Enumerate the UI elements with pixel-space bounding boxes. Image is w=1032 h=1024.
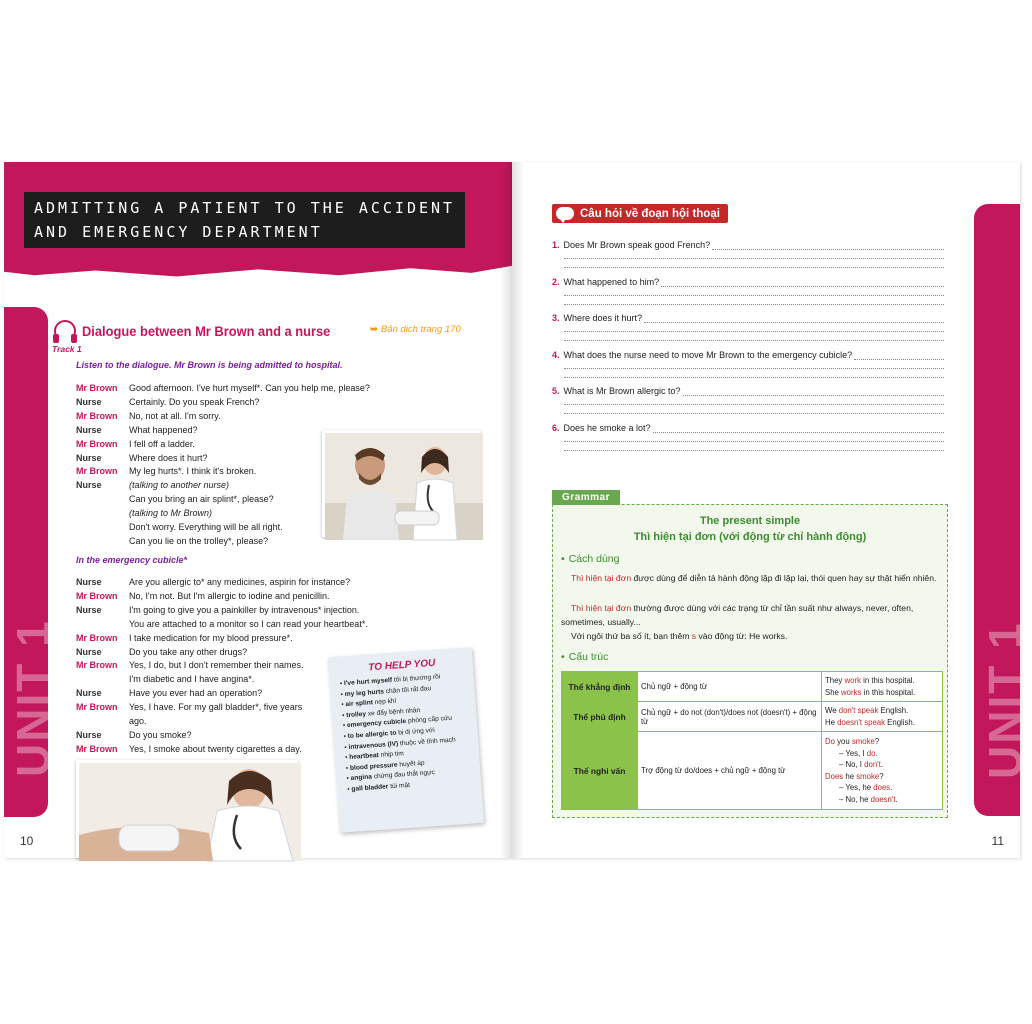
ex-highlight: doesn't speak (837, 717, 886, 727)
vocab-term: angina (350, 773, 373, 783)
speaker-name: Mr Brown (76, 632, 118, 643)
dialogue-title: Dialogue between Mr Brown and a nurse (82, 323, 331, 339)
vocab-term: my leg hurts (344, 688, 385, 698)
utterance-text: Certainly. Do you speak French? (129, 396, 260, 407)
dialogue-line (76, 618, 386, 632)
speaker-name (76, 535, 129, 549)
question-item (552, 240, 944, 277)
ex-highlight: smoke (851, 737, 875, 746)
row-label: Thể phủ định (562, 702, 638, 732)
question-number: 1. (552, 240, 560, 250)
questions-title: Câu hỏi về đoạn hội thoại (580, 207, 720, 220)
ex-text: in this hospital. (861, 687, 916, 697)
vocab-meaning: chân tôi rất đau (385, 684, 432, 695)
page-number: 10 (20, 834, 34, 848)
ex-highlight: work (844, 676, 861, 685)
paragraph-text: được dùng để diễn tả hành động lặp đi lặp lại, thói quen hay sự thật hiển nhiên. (631, 573, 937, 583)
ex-punct: . (890, 783, 893, 792)
vocab-term: emergency cubicle (346, 718, 407, 730)
translation-ref-text: Bản dịch trang 170 (380, 324, 461, 335)
grammar-table (561, 671, 943, 810)
ex-punct: ? (879, 771, 884, 781)
utterance-text: I'm diabetic and I have angina*. (129, 674, 255, 685)
vocab-term: trolley (346, 710, 367, 719)
ex-punct: . (880, 760, 883, 769)
vocab-meaning: xe đẩy bệnh nhân (367, 706, 421, 718)
utterance-text: Good afternoon. I've hurt myself*. Can you help me, please? (129, 383, 370, 393)
page-title (24, 192, 465, 248)
question-item (552, 423, 944, 460)
usage-heading-text: Cách dùng (568, 553, 620, 565)
patient-nurse-photo (322, 430, 480, 537)
question-item (552, 277, 944, 314)
question-text: What is Mr Brown allergic to? (563, 386, 681, 397)
utterance-text: Can you bring an air splint*, please? (129, 494, 274, 505)
ex-text: She (825, 687, 842, 697)
unit-label: UNIT 1 (7, 619, 59, 777)
answer-line[interactable] (644, 315, 944, 323)
answer-line[interactable] (564, 287, 944, 296)
translation-reference (370, 324, 461, 335)
utterance-text: You are attached to a monitor so I can read your heartbeat*. (129, 618, 368, 629)
question-number: 5. (552, 386, 560, 397)
paragraph-text: Với ngôi thứ ba số ít, bạn thêm (571, 631, 692, 641)
ex-highlight: don't speak (838, 706, 879, 715)
ex-highlight: do (866, 748, 876, 758)
table-row-negative (562, 702, 943, 732)
answer-line[interactable] (564, 250, 944, 259)
bullet-icon: • (341, 711, 347, 720)
speaker-name: Mr Brown (76, 466, 118, 477)
bullet-icon: • (344, 743, 349, 751)
questions-heading (552, 204, 728, 223)
dialogue-line (76, 396, 386, 410)
ex-text: English. (885, 717, 915, 727)
right-page (512, 162, 1031, 858)
question-item (552, 350, 944, 387)
ex-text: – Yes, I (839, 748, 867, 758)
grammar-tag: Grammar (552, 490, 620, 505)
ex-highlight: Do (825, 737, 835, 746)
speaker-name (76, 618, 129, 632)
usage-paragraph-1 (561, 571, 943, 585)
formula-cell: Trợ động từ do/does + chủ ngữ + động từ (638, 732, 822, 810)
utterance-text: No, I'm not. But I'm allergic to iodine and penicillin. (129, 590, 330, 601)
utterance-text: I'm going to give you a painkiller by intravenous* injection. (129, 604, 360, 615)
question-text: Does he smoke a lot? (563, 422, 651, 433)
speaker-name (76, 715, 129, 729)
bullet-icon: • (561, 651, 565, 663)
speaker-name: Nurse (76, 646, 102, 657)
ex-text: you (834, 737, 852, 746)
patient-nurse-illustration (325, 433, 483, 540)
answer-line[interactable] (564, 296, 944, 305)
answer-line[interactable] (564, 369, 944, 378)
ex-text: They (825, 676, 845, 685)
utterance-text: (talking to another nurse) (129, 480, 230, 491)
answer-line[interactable] (564, 323, 944, 332)
ex-text: he (843, 771, 857, 781)
vocab-term: to be allergic to (347, 729, 397, 741)
vocab-term: blood pressure (349, 761, 398, 772)
speaker-name: Mr Brown (76, 590, 118, 601)
usage-paragraph-3 (561, 629, 943, 643)
utterance-text: No, not at all. I'm sorry. (129, 410, 221, 421)
dialogue-instruction: Listen to the dialogue. Mr Brown is being admitted to hospital. (76, 360, 343, 370)
vocab-meaning: huyết áp (399, 759, 425, 769)
help-vocab-list (340, 671, 474, 796)
vocab-meaning: nẹp khí (374, 697, 397, 707)
bullet-icon: • (345, 764, 351, 773)
title-line-1: ADMITTING A PATIENT TO THE ACCIDENT (34, 199, 456, 217)
grammar-box (552, 504, 948, 818)
speaker-name (76, 673, 129, 687)
utterance-text: Do you take any other drugs? (129, 646, 248, 657)
speaker-name: Mr Brown (76, 660, 118, 671)
speaker-name: Nurse (76, 480, 102, 491)
question-number: 3. (552, 313, 560, 324)
table-row-question (562, 732, 943, 810)
highlight: Thì hiện tại đơn (571, 603, 632, 613)
grammar-title-vi: Thì hiện tại đơn (với động từ chỉ hành động) (633, 531, 867, 543)
vocab-term: gall bladder (351, 783, 389, 793)
speaker-name (76, 493, 129, 507)
paragraph-text: thường được dùng với các trạng từ chỉ tần suất như always, never, often, sometimes, usually... (561, 603, 914, 627)
paragraph-text: vào động từ: He works. (696, 631, 788, 641)
bullet-icon: • (347, 785, 352, 794)
nurse-bandaging-illustration (79, 763, 301, 861)
answer-line[interactable] (564, 360, 944, 369)
utterance-text: I fell off a ladder. (129, 438, 195, 449)
ex-punct: . (875, 748, 878, 758)
utterance-text: Have you ever had an operation? (129, 688, 263, 699)
bullet-icon: • (341, 701, 346, 709)
ex-punct: ? (874, 737, 880, 746)
highlight: Thì hiện tại đơn (571, 573, 632, 583)
utterance-text: Yes, I have. For my gall bladder*, five years (129, 702, 303, 713)
example-cell (822, 672, 943, 702)
book-gutter (500, 162, 524, 858)
answer-line[interactable] (854, 352, 944, 360)
question-item (552, 386, 944, 423)
answer-line[interactable] (564, 442, 944, 451)
question-text: What happened to him? (563, 276, 660, 287)
question-number: 6. (552, 422, 560, 433)
dialogue-line (76, 382, 386, 396)
speaker-name: Nurse (76, 424, 102, 435)
row-label: Thể nghi vấn (562, 732, 638, 810)
bullet-icon: • (561, 553, 565, 565)
vocab-meaning: chứng đau thắt ngực (373, 769, 436, 781)
to-help-you-note (328, 647, 484, 833)
vocab-term: intravenous (IV) (348, 740, 399, 751)
nurse-treating-photo (76, 760, 298, 858)
question-text: Where does it hurt? (563, 313, 643, 324)
example-cell (822, 732, 943, 810)
ex-highlight: Does (825, 771, 844, 781)
arrow-right-icon: ➥ (370, 324, 378, 335)
utterance-text: Do you smoke? (129, 729, 192, 740)
ex-highlight: don't (864, 760, 881, 769)
scene-label: In the emergency cubicle* (76, 555, 188, 565)
ex-highlight: doesn't (870, 794, 896, 804)
utterance-text: (talking to Mr Brown) (129, 508, 213, 519)
utterance-text: Are you allergic to* any medicines, aspirin for instance? (129, 577, 351, 587)
table-row-affirmative (562, 672, 943, 702)
left-page (4, 162, 512, 858)
formula-cell: Chủ ngữ + động từ (638, 672, 822, 702)
dialogue-line (76, 604, 386, 618)
ex-text: – No, I (839, 760, 865, 769)
speaker-name: Mr Brown (76, 702, 118, 713)
utterance-text: Don't worry. Everything will be all right. (129, 522, 283, 533)
question-list (552, 240, 944, 460)
utterance-text: ago. (129, 716, 147, 727)
bullet-icon: • (342, 722, 348, 730)
ex-text: English. (878, 706, 909, 715)
ex-text: We (825, 706, 839, 715)
bullet-icon: • (343, 733, 349, 741)
question-number: 4. (552, 349, 560, 360)
utterance-text: I take medication for my blood pressure*. (129, 632, 293, 643)
structure-heading-text: Cấu trúc (568, 651, 609, 663)
dialogue-heading (54, 320, 352, 342)
answer-line[interactable] (661, 279, 944, 287)
utterance-text: Yes, I smoke about twenty cigarettes a day. (129, 743, 302, 754)
ex-text: He (825, 717, 838, 727)
grammar-title-en: The present simple (699, 515, 801, 527)
vocab-meaning: bị dị ứng với (397, 726, 435, 737)
speaker-name: Nurse (76, 452, 102, 463)
vocab-term: I've hurt myself (343, 676, 393, 688)
speaker-name: Mr Brown (76, 743, 118, 754)
unit-tab-left (4, 307, 59, 817)
vocab-meaning: nhịp tim (380, 750, 404, 759)
headphones-icon (54, 320, 76, 342)
answer-line[interactable] (653, 425, 944, 433)
unit-tab-right (974, 204, 1031, 816)
answer-line[interactable] (712, 242, 944, 250)
ex-highlight: works (841, 687, 862, 697)
highlight: s (691, 631, 697, 641)
answer-line[interactable] (564, 259, 944, 268)
utterance-text: Where does it hurt? (129, 452, 208, 463)
usage-paragraph-2 (561, 601, 943, 629)
bullet-icon: • (346, 775, 351, 783)
dialogue-line (76, 410, 386, 424)
example-cell (822, 702, 943, 732)
answer-line[interactable] (564, 433, 944, 442)
ex-text: – Yes, he (839, 783, 874, 792)
ex-punct: . (895, 794, 898, 804)
page-number: 11 (991, 834, 1004, 848)
utterance-text: What happened? (129, 424, 198, 435)
unit-label: UNIT 1 (979, 621, 1031, 779)
dialogue-line (76, 632, 386, 646)
dialogue-line (76, 576, 386, 590)
bullet-icon: • (340, 690, 346, 699)
row-label: Thể khẳng định (562, 672, 638, 702)
track-label: Track 1 (52, 344, 82, 354)
structure-heading (561, 651, 608, 663)
ex-highlight: smoke (856, 771, 880, 781)
speaker-name: Mr Brown (76, 438, 118, 449)
vocab-term: heartbeat (348, 752, 380, 762)
speaker-name: Mr Brown (76, 383, 118, 393)
title-line-2: AND EMERGENCY DEPARTMENT (34, 223, 323, 241)
utterance-text: Can you lie on the trolley*, please? (129, 535, 269, 546)
vocab-meaning: thuộc về tĩnh mạch (399, 736, 456, 747)
speaker-name: Nurse (76, 577, 102, 587)
formula-cell: Chủ ngữ + do not (don't)/does not (doesn't) + động từ (638, 702, 822, 732)
help-title: TO HELP YOU (367, 657, 436, 674)
vocab-term: air splint (345, 699, 374, 709)
dialogue-line (76, 590, 386, 604)
speaker-name (76, 507, 129, 521)
ex-text: – No, he (839, 794, 871, 804)
ex-highlight: does (873, 783, 891, 792)
speaker-name: Nurse (76, 604, 102, 615)
speaker-name: Mr Brown (76, 410, 118, 421)
vocab-meaning: tôi bị thương rồi (393, 673, 441, 684)
answer-line[interactable] (564, 405, 944, 414)
bullet-icon: • (344, 754, 350, 762)
usage-heading (561, 553, 619, 565)
vocab-meaning: túi mật (389, 781, 411, 791)
question-text: What does the nurse need to move Mr Brown to the emergency cubicle? (563, 349, 853, 360)
speaker-name: Nurse (76, 729, 102, 740)
utterance-text: Yes, I do, but I don't remember their names. (129, 660, 304, 671)
utterance-text: My leg hurts*. I think it's broken. (129, 466, 257, 477)
vocab-meaning: phòng cấp cứu (407, 715, 453, 726)
question-item (552, 313, 944, 350)
bullet-icon: • (339, 680, 345, 688)
question-number: 2. (552, 276, 560, 287)
speaker-name: Nurse (76, 396, 102, 407)
speaker-name (76, 521, 129, 535)
speaker-name: Nurse (76, 688, 102, 699)
answer-line[interactable] (683, 388, 944, 396)
answer-line[interactable] (564, 332, 944, 341)
ex-text: in this hospital. (860, 676, 915, 685)
question-text: Does Mr Brown speak good French? (563, 240, 711, 250)
chat-bubble-icon (556, 207, 574, 220)
answer-line[interactable] (564, 396, 944, 405)
